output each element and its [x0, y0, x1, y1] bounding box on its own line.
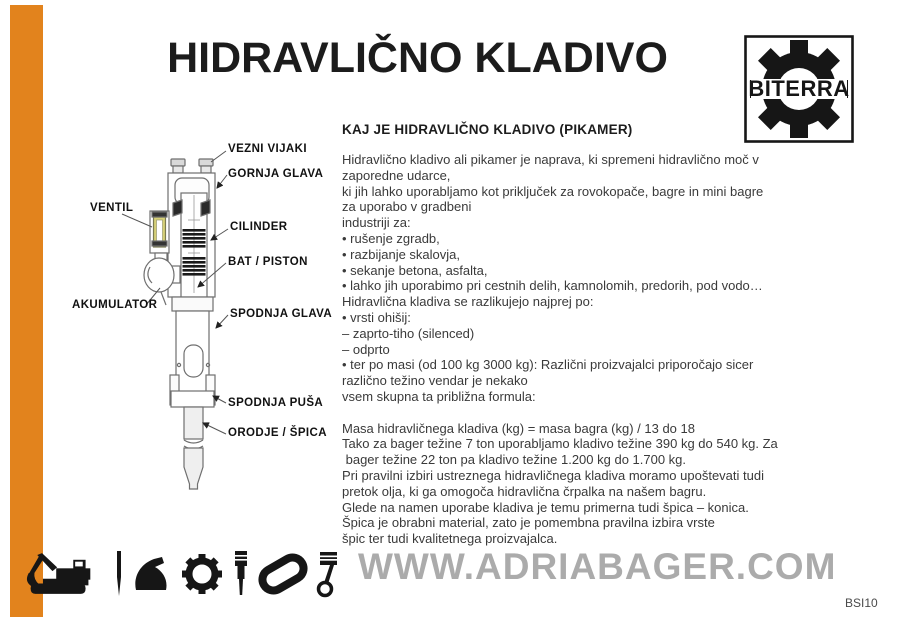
chisel-icon — [114, 551, 124, 597]
diagram-label-gornja-glava: GORNJA GLAVA — [228, 168, 324, 180]
text-line: Hidravlično kladivo ali pikamer je naprava, ki spremeni hidravlično moč v — [342, 152, 759, 167]
diagram-label-orodje-spica: ORODJE / ŠPICA — [228, 427, 327, 439]
text-line: ki jih lahko uporabljamo kot priključek za rovokopače, bagre in mini bagre — [342, 183, 764, 199]
hammer-diagram — [60, 135, 340, 560]
text-line: vsem skupna ta približna formula: — [342, 388, 536, 404]
excavator-icon — [24, 552, 96, 596]
main-content — [342, 122, 917, 547]
text-line: – odprto — [342, 341, 390, 357]
text-line: špic ter tudi kvalitetnega proizvajalca. — [342, 531, 558, 547]
watermark-url: WWW.ADRIABAGER.COM — [358, 546, 837, 587]
text-line: • lahko jih uporabimo pri cestnih delih, kamnolomih, predorih, pod vodo… — [342, 278, 763, 294]
content-heading: KAJ JE HIDRAVLIČNO KLADIVO (PIKAMER) — [342, 122, 633, 137]
page-title: HIDRAVLIČNO KLADIVO — [167, 34, 668, 82]
text-line: bager težine 22 ton pa kladivo težine 1.200 kg do 1.700 kg. — [342, 452, 687, 468]
text-line: Glede na namen uporabe kladiva je temu primerna tudi špica – konica. — [342, 499, 749, 515]
text-line — [342, 405, 917, 421]
accent-bar — [10, 5, 43, 617]
diagram-label-bat-piston: BAT / PISTON — [228, 256, 308, 268]
text-line: zaporedne udarce, — [342, 167, 451, 183]
hammer-diagram-drawing — [60, 135, 340, 560]
breaker-icon — [234, 550, 248, 598]
text-line: Špica je obrabni material, zato je pomembna pravilna izbira vrste — [342, 515, 715, 531]
text-line: različno težino vendar je nekako — [342, 373, 528, 389]
text-line: Hidravlična kladiva se razlikujejo najprej po: — [342, 294, 594, 310]
text-line: pretok olja, ki ga omogoča hidravlična črpalka na našem bagru. — [342, 483, 707, 499]
diagram-label-spodnja-pusa: SPODNJA PUŠA — [228, 397, 324, 409]
diagram-label-cilinder: CILINDER — [230, 221, 288, 233]
diagram-label-akumulator: AKUMULATOR — [72, 299, 158, 311]
diagram-label-ventil: VENTIL — [90, 202, 134, 214]
text-line: • rušenje zgradb, — [342, 230, 440, 246]
doc-code: BSI10 — [845, 596, 878, 610]
bucket-icon — [134, 557, 170, 591]
text-line: Pri pravilni izbiri ustreznega hidravličnega kladiva moramo upoštevati tudi — [342, 467, 764, 483]
diagram-label-vezni-vijaki: VEZNI VIJAKI — [228, 143, 307, 155]
piston-icon — [316, 550, 342, 598]
track-icon — [256, 553, 310, 595]
text-line: – zaprto-tiho (silenced) — [342, 325, 475, 341]
content-body — [342, 152, 917, 547]
text-line: • razbijanje skalovja, — [342, 246, 460, 262]
text-line: • ter po masi (od 100 kg 3000 kg): Različni proizvajalci priporočajo sicer — [342, 357, 754, 373]
text-line: • sekanje betona, asfalta, — [342, 262, 488, 278]
brand-logo-text: BITERRA — [748, 76, 850, 101]
text-line: • vrsti ohišij: — [342, 309, 411, 325]
text-line: Tako za bager težine 7 ton uporabljamo kladivo težine 390 kg do 540 kg. Za — [342, 436, 778, 452]
text-line: za uporabo v gradbeni — [342, 199, 472, 215]
gear-icon — [182, 554, 222, 594]
text-line: Masa hidravličnega kladiva (kg) = masa bagra (kg) / 13 do 18 — [342, 420, 695, 436]
text-line: industriji za: — [342, 215, 411, 231]
footer-icon-strip — [24, 548, 342, 600]
diagram-label-spodnja-glava: SPODNJA GLAVA — [230, 308, 333, 320]
